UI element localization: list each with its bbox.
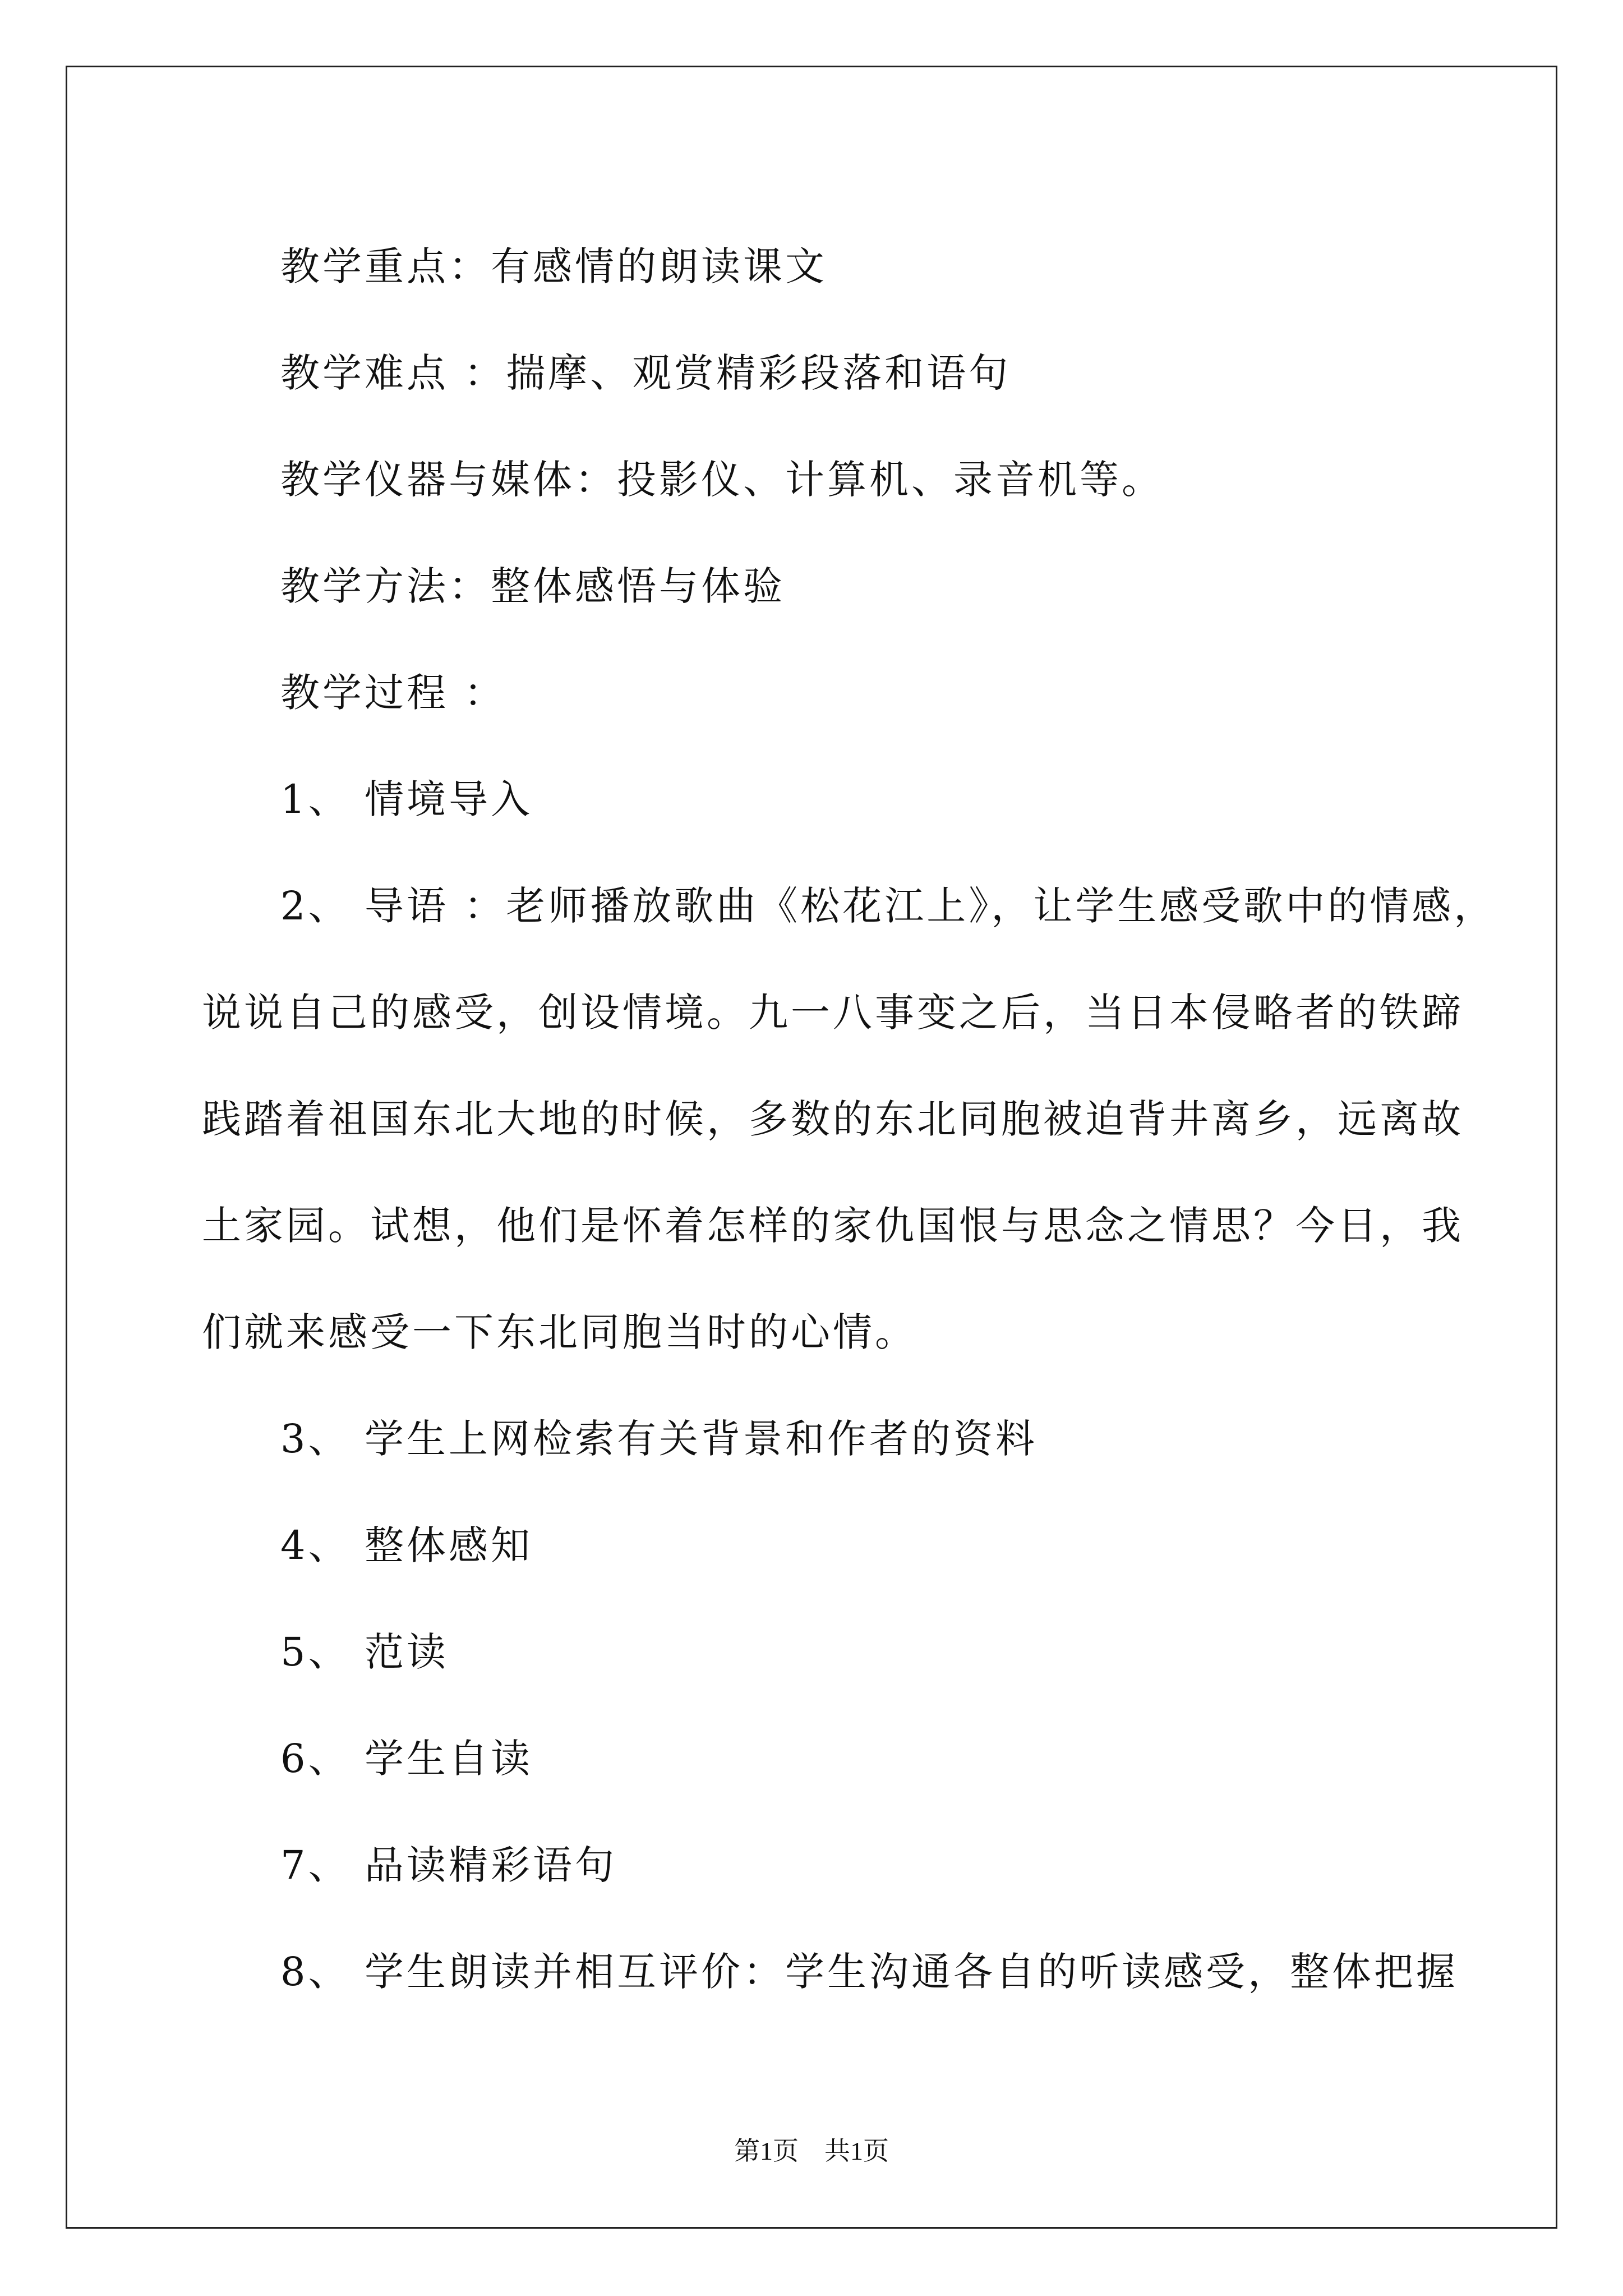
step-text: 整体感知 bbox=[365, 1522, 533, 1568]
teaching-equipment: 教学仪器与媒体：投影仪、计算机、录音机等。 bbox=[280, 457, 1164, 503]
teaching-focus: 教学重点：有感情的朗读课文 bbox=[280, 243, 827, 289]
step-item bbox=[202, 1918, 1458, 2025]
step-text: 学生朗读并相互评价：学生沟通各自的听读感受，整体把握 bbox=[365, 1949, 1458, 1995]
step-2-continuation-line: 土家园。试想，他们是怀着怎样的家仇国恨与思念之情思？今日，我 bbox=[202, 1203, 1464, 1249]
step-item bbox=[202, 1599, 1430, 1705]
step-number: 1、 bbox=[280, 776, 351, 822]
step-number: 5、 bbox=[280, 1629, 351, 1675]
step-item bbox=[202, 1812, 1430, 1918]
step-item bbox=[202, 853, 1496, 959]
step-number: 8、 bbox=[280, 1949, 351, 1995]
step-text: 品读精彩语句 bbox=[365, 1842, 617, 1888]
step-text: 导语 ：老师播放歌曲《松花江上》，让学生感受歌中的情感， bbox=[365, 883, 1496, 929]
step-item bbox=[202, 746, 1430, 853]
step-number: 3、 bbox=[280, 1416, 351, 1462]
teaching-difficulty: 教学难点 ：揣摩、观赏精彩段落和语句 bbox=[280, 350, 1011, 396]
page-total: 共1页 bbox=[824, 2137, 889, 2165]
step-item bbox=[202, 1705, 1430, 1812]
step-2-continuation-line: 们就来感受一下东北同胞当时的心情。 bbox=[202, 1309, 917, 1355]
step-text: 范读 bbox=[365, 1629, 449, 1675]
step-item bbox=[202, 1492, 1430, 1599]
step-2-continuation-line: 说说自己的感受，创设情境。九一八事变之后，当日本侵略者的铁蹄 bbox=[202, 990, 1464, 1036]
step-number: 4、 bbox=[280, 1522, 351, 1568]
teaching-method: 教学方法：整体感悟与体验 bbox=[280, 563, 785, 609]
document-body bbox=[202, 213, 1496, 2025]
step-text: 情境导入 bbox=[365, 776, 533, 822]
step-item bbox=[202, 1386, 1430, 1492]
step-number: 6、 bbox=[280, 1736, 351, 1782]
page-footer bbox=[0, 2134, 1623, 2168]
step-text: 学生自读 bbox=[365, 1736, 533, 1782]
page-number: 第1页 bbox=[734, 2137, 799, 2165]
teaching-process-heading: 教学过程 ： bbox=[280, 670, 506, 716]
step-number: 2、 bbox=[280, 883, 351, 929]
step-number: 7、 bbox=[280, 1842, 351, 1888]
step-text: 学生上网检索有关背景和作者的资料 bbox=[365, 1416, 1038, 1462]
step-2-continuation-line: 践踏着祖国东北大地的时候，多数的东北同胞被迫背井离乡，远离故 bbox=[202, 1096, 1464, 1142]
